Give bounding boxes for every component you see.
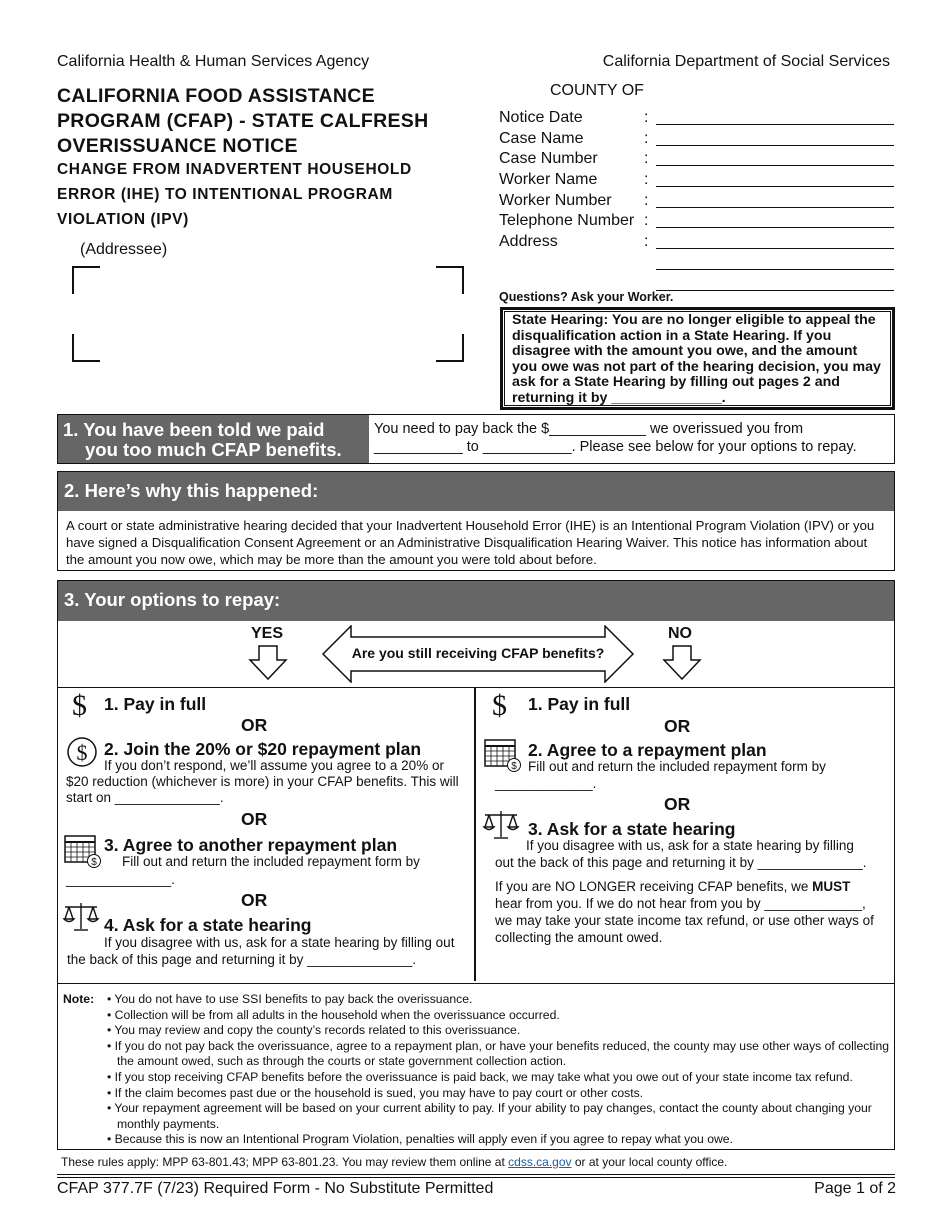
right-option-1: 1. Pay in full bbox=[528, 694, 631, 714]
note-item: • If the claim becomes past due or the household is sued, you may have to pay court or other costs. bbox=[107, 1085, 644, 1100]
left-option-4: 4. Ask for a state hearing bbox=[104, 915, 312, 935]
form-id: CFAP 377.7F (7/23) Required Form - No Substitute Permitted bbox=[57, 1180, 494, 1197]
section-2 bbox=[57, 471, 895, 571]
note-item: • If you do not pay back the overissuance, agree to a repayment plan, or have your benefits reduced, the county may use other ways of collecting the amount owed, such as through the courts or state government collection action. bbox=[107, 1038, 890, 1069]
svg-text:$: $ bbox=[511, 761, 517, 772]
arrow-down-icon bbox=[248, 645, 288, 681]
section-2-heading: 2. Here’s why this happened: bbox=[58, 472, 894, 511]
note-item: • You do not have to use SSI benefits to pay back the overissuance. bbox=[107, 992, 473, 1006]
note-item: • Because this is now an Intentional Program Violation, penalties will apply even if you agree to repay what you owe. bbox=[107, 1132, 733, 1147]
right-option-2: 2. Agree to a repayment plan bbox=[528, 740, 767, 760]
notice-date-field[interactable]: Notice Date : bbox=[499, 108, 894, 129]
arrow-down-icon bbox=[662, 645, 702, 681]
page-number: Page 1 of 2 bbox=[814, 1180, 896, 1197]
left-option-1: 1. Pay in full bbox=[104, 694, 207, 714]
telephone-number-field[interactable]: Telephone Number : bbox=[499, 211, 894, 232]
worker-number-field[interactable]: Worker Number : bbox=[499, 191, 894, 212]
section-3: 3. Your options to repay: YES NO Are you still receiving CFAP benefits? $ 1. Pay in full OR $ 2. Join the 20% or $20 repayment plan If you don’t respond, we’ll assume you agree to a 20% or $20 reduction (whichever is more) in your CFAP benefits. This will start on ______________. OR $ 3. Agree to another repayment plan Fill out and return the included repayment form by ______________. OR 4. Ask for a state hearing If you disagree with us, ask for a state hearing by filling out the back of this page and returning it by ______________. $ 1. Pay in full OR $ 2. Agree to a repayment plan Fill out and return the included repayment form by _____________. OR 3. Ask for a state hearing If you disagree with us, ask for a state hearing by filling out the back of this page and returning it by ______________. If you are NO LONGER receiving CFAP benefits, we MUST hear from you. If we do not hear from you by _____________, we may take your state income tax refund, or use other ways of collecting the amount owed. Note: • You do not have to use SSI benefits to pay back the overissuance. • Collection will be from all adults in the household when the overissuance occurred. • You may review and copy the county’s records related to this overissuance. • If you do not pay back the overissuance, agree to a repayment plan, or have your benefits reduced, the county may use other ways of collecting the amount owed, such as through the courts or state government collection action. • If you stop receiving CFAP benefits before the overissuance is paid back, we may take what you owe out of your state income tax refund. • If the claim becomes past due or the household is sued, you may have to pay court or other costs. • Your repayment agreement will be based on your current ability to pay. If your ability to pay changes, contact the county about changing your monthly payments. • Because this is now an Intentional Program Violation, penalties will apply even if you agree to repay what you owe. bbox=[57, 580, 895, 1150]
note-item: • If you stop receiving CFAP benefits before the overissuance is paid back, we may take what you owe out of your state income tax refund. bbox=[107, 1069, 853, 1084]
dollar-icon: $ bbox=[492, 689, 507, 722]
left-option-3: 3. Agree to another repayment plan bbox=[104, 835, 398, 855]
questions-text: Questions? Ask your Worker. bbox=[499, 290, 674, 304]
no-label: NO bbox=[668, 625, 692, 642]
case-number-field[interactable]: Case Number : bbox=[499, 149, 894, 170]
dollar-icon: $ bbox=[72, 689, 87, 722]
svg-text:$: $ bbox=[76, 740, 88, 765]
scales-icon bbox=[482, 807, 520, 841]
worker-name-field[interactable]: Worker Name : bbox=[499, 170, 894, 191]
dollar-circle-icon bbox=[66, 733, 98, 771]
calendar-dollar-icon bbox=[64, 833, 102, 869]
note-item: • Collection will be from all adults in the household when the overissuance occurred. bbox=[107, 1007, 560, 1022]
form-title: CALIFORNIA FOOD ASSISTANCE PROGRAM (CFAP) - STATE CALFRESH OVERISSUANCE NOTICE bbox=[57, 85, 429, 157]
right-option-3: 3. Ask for a state hearing bbox=[528, 819, 736, 839]
note-item: • You may review and copy the county’s records related to this overissuance. bbox=[107, 1023, 521, 1038]
yes-label: YES bbox=[251, 625, 284, 642]
calendar-dollar-icon bbox=[484, 737, 522, 773]
svg-text:$: $ bbox=[91, 857, 97, 868]
note-section: Note: • You do not have to use SSI benefits to pay back the overissuance. • Collection will be from all adults in the household when the overissuance occurred. • You may review and copy the county’s records related to this overissuance. • If you do not pay back the overissuance, agree to a repayment plan, or have your benefits reduced, the county may use other ways of collecting the amount owed, such as through the courts or state government collection action. • If you stop receiving CFAP benefits before the overissuance is paid back, we may take what you owe out of your state income tax refund. • If the claim becomes past due or the household is sued, you may have to pay court or other costs. • Your repayment agreement will be based on your current ability to pay. If your ability to pay changes, contact the county about changing your monthly payments. • Because this is now an Intentional Program Violation, penalties will apply even if you agree to repay what you owe. bbox=[63, 992, 890, 1147]
section-2-body: A court or state administrative hearing decided that your Inadvertent Household Error (IHE) is an Intentional Program Violation (IPV) or you have signed a Disqualification Consent Agreement or an Administrative Disqualification Hearing Waiver. This notice has information about the amount you now owe, which may be more than the amount you were told about before. bbox=[66, 518, 875, 567]
rules-text: These rules apply: MPP 63-801.43; MPP 63-801.23. You may review them online at cdss.ca.gov or at your local county office. bbox=[61, 1155, 728, 1169]
question-text: Are you still receiving CFAP benefits? bbox=[351, 645, 605, 661]
county-of-label: COUNTY OF bbox=[550, 82, 644, 99]
case-name-field[interactable]: Case Name : bbox=[499, 129, 894, 150]
scales-icon bbox=[62, 899, 100, 933]
address-field[interactable]: Address : bbox=[499, 232, 894, 253]
left-option-2: 2. Join the 20% or $20 repayment plan bbox=[104, 739, 422, 759]
addressee-label: (Addressee) bbox=[80, 241, 168, 258]
case-info-fields bbox=[499, 108, 894, 294]
no-longer-receiving-text: If you are NO LONGER receiving CFAP benefits, we MUST bbox=[495, 879, 851, 894]
agency-left: California Health & Human Services Agency bbox=[57, 53, 370, 70]
section-1-body: You need to pay back the $____________ we overissued you from ___________ to ___________. Please see below for your options to repay. bbox=[374, 421, 857, 455]
agency-right: California Department of Social Services bbox=[602, 53, 890, 70]
cdss-link[interactable]: cdss.ca.gov bbox=[508, 1155, 572, 1169]
section-3-heading: 3. Your options to repay: bbox=[58, 581, 894, 621]
state-hearing-box: State Hearing: You are no longer eligible to appeal the disqualification action in a State Hearing. If you disagree with the amount you owe, and the amount you owe was not part of the hearing decision, you may ask for a State Hearing by filling out pages 2 and returning it by ______________. bbox=[500, 307, 895, 410]
section-1-heading: 1. You have been told we paid you too much CFAP benefits. bbox=[58, 415, 369, 463]
form-subtitle: CHANGE FROM INADVERTENT HOUSEHOLD ERROR (IHE) TO INTENTIONAL PROGRAM VIOLATION (IPV) bbox=[57, 161, 412, 228]
note-item: • Your repayment agreement will be based on your current ability to pay. If your ability to pay changes, contact the county about changing your monthly payments. bbox=[107, 1101, 872, 1131]
section-1 bbox=[57, 414, 895, 464]
